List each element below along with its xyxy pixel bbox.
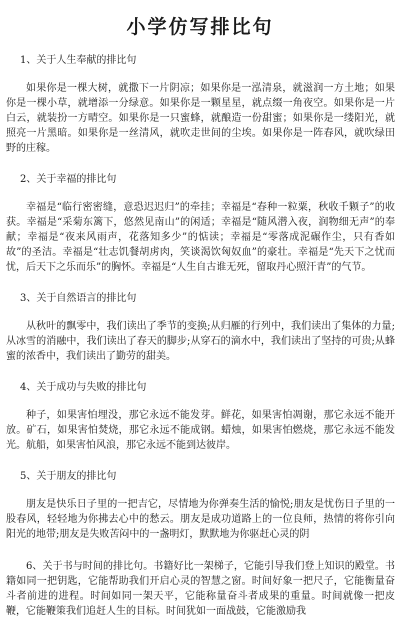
section-1 — [6, 54, 395, 173]
section-paragraph: 种子，如果害怕埋没，那它永远不能发芽。鲜花，如果害怕凋谢，那它永远不能开放。矿石，如果害怕焚烧，那它永远不能成钢。蜡烛，如果害怕燃烧，那它永远不能发光。航船，如果害怕风浪，那它永远不能到达彼岸。 — [6, 410, 395, 451]
section-2 — [6, 173, 395, 292]
section-heading: 2、关于幸福的排比句 — [20, 174, 117, 185]
section-paragraph: 如果你是一棵大树，就撒下一片阴凉；如果你是一泓清泉，就滋润一方土地；如果你是一棵小草，就增添一分绿意。如果你是一颗星星，就点缀一角夜空。如果你是一片白云，就装扮一方晴空。如果你是一只蜜蜂，就酿造一份甜蜜；如果你是一缕阳光，就照亮一片黑暗。如果你是一丝清风，就吹走世间的尘埃。如果你是一阵春风，就吹绿田野的庄稼。 — [6, 83, 395, 154]
section-paragraph: 从秋叶的飘零中，我们读出了季节的变换;从归雁的行列中，我们读出了集体的力量;从冰雪的消融中，我们读出了春天的脚步;从穿石的滴水中，我们读出了坚持的可贵;从蜂蜜的浓香中，我们读出了勤劳的甜美。 — [6, 321, 395, 362]
section-paragraph: 幸福是“临行密密缝，意恐迟迟归”的牵挂；幸福是“春种一粒粟，秋收千颗子”的收获。幸福是“采菊东篱下，悠然见南山”的闲适；幸福是“随风潜入夜，润物细无声”的奉献；幸福是“夜来风雨声，花落知多少”的惦读；幸福是“零落成泥碾作尘，只有香如故”的圣洁。幸福是“壮志饥餐胡虏肉，笑谈渴饮匈奴血”的豪壮。幸福是“先天下之忧而忧，后天下之乐而乐”的胸怀。幸福是“人生自古谁无死，留取丹心照汗青”的气节。 — [6, 202, 395, 273]
page-title: 小学仿写排比句 — [126, 16, 274, 38]
section-heading: 3、关于自然语言的排比句 — [20, 293, 137, 304]
section-6 — [6, 559, 395, 619]
section-heading: 5、关于朋友的排比句 — [20, 471, 117, 482]
document-body — [6, 54, 395, 619]
section-paragraph: 6、关于书与时间的排比句。书籍好比一架梯子，它能引导我们登上知识的殿堂。书籍如同一把钥匙，它能帮助我们开启心灵的智慧之窗。时间好象一把尺子，它能衡量奋斗者前进的进程。时间如同一架天平，它能称量奋斗者成果的重量。时间就像一把皮鞭，它能鞭策我们追赶人生的目标。时间犹如一面战鼓，它能激励我 — [6, 561, 395, 617]
section-heading: 1、关于人生奉献的排比句 — [20, 55, 137, 66]
section-5 — [6, 470, 395, 559]
section-4 — [6, 381, 395, 470]
section-heading: 4、关于成功与失败的排比句 — [20, 382, 147, 393]
section-3 — [6, 292, 395, 381]
section-paragraph: 朋友是快乐日子里的一把吉它，尽情地为你弹奏生活的愉悦;朋友是忧伤日子里的一股春风，轻轻地为你拂去心中的愁云。朋友是成功道路上的一位良师，热情的将你引向阳光的地带;朋友是失败苦闷中的一盏明灯，默默地为你驱赶心灵的阴 — [6, 499, 395, 540]
